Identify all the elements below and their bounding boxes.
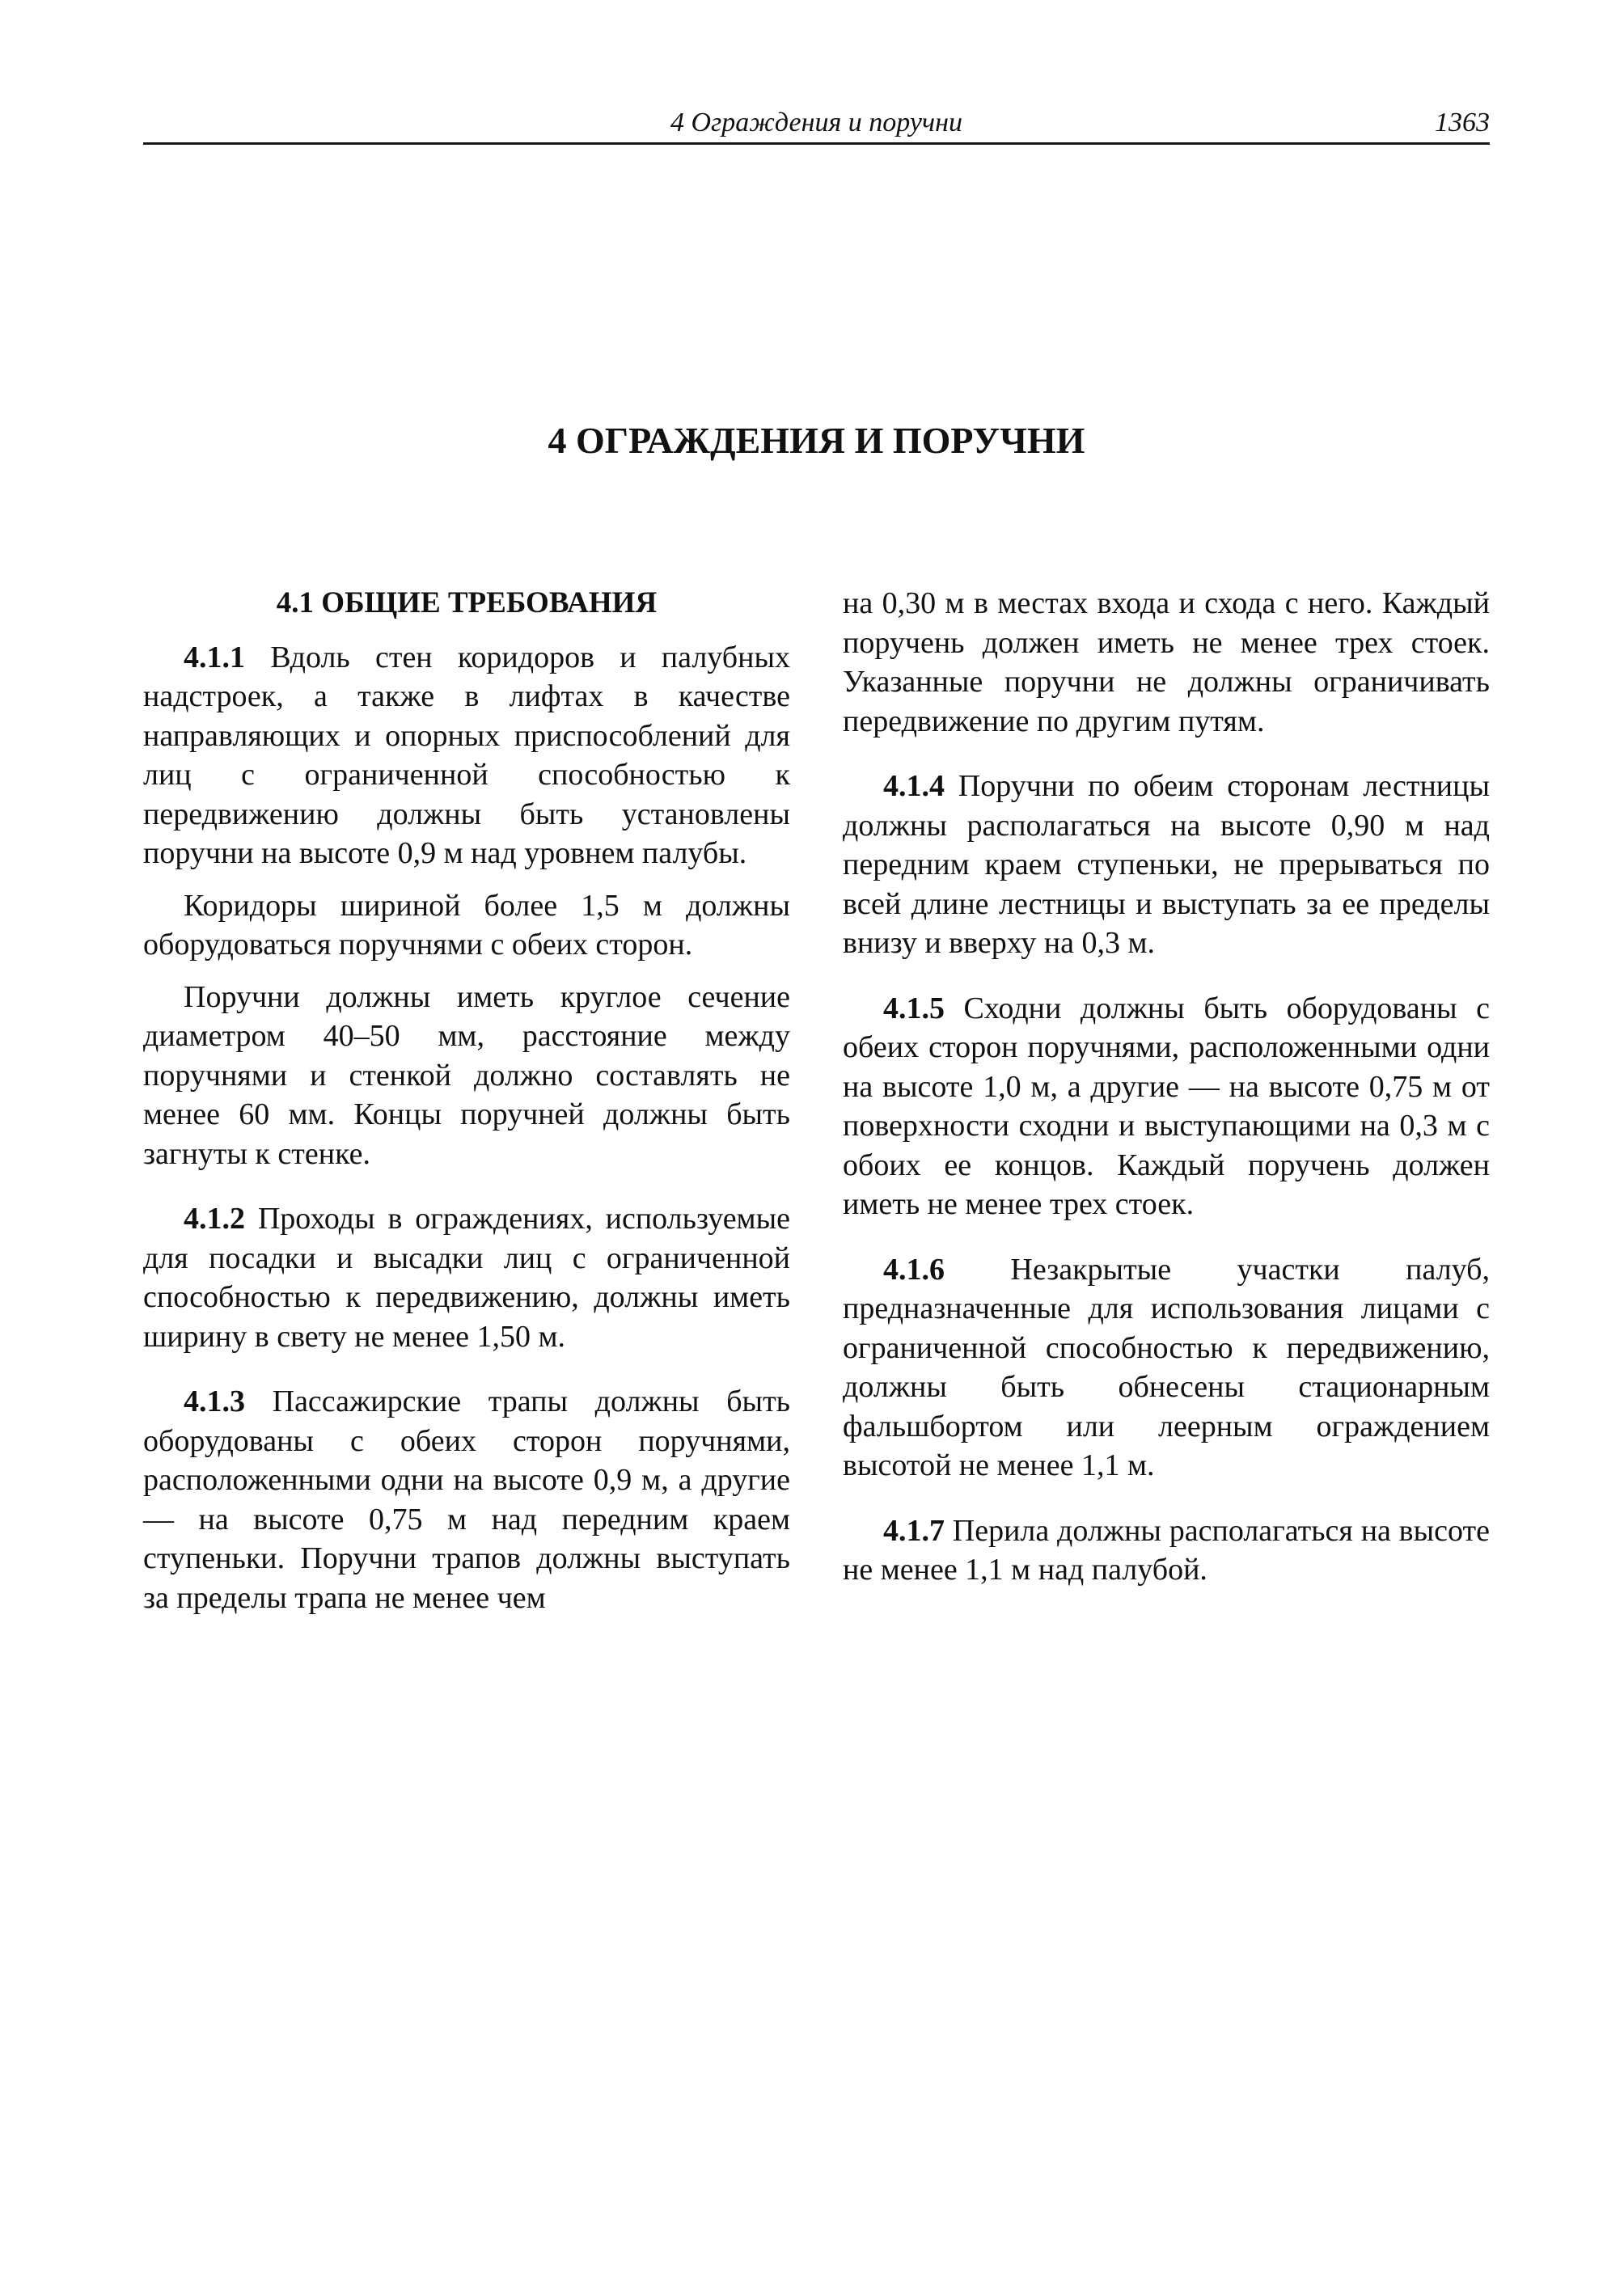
- paragraph-text: Сходни должны быть оборудованы с обеих сторон поручнями, расположенными одни на высоте 1,0 м, а другие — на высоте 0,75 м от поверхности сходни и выступающими на 0,3 м с обоих ее концов. Каждый поручень должен иметь не менее трех стоек.: [843, 991, 1490, 1221]
- running-title: 4 Ограждения и поручни: [670, 108, 963, 137]
- page-number: 1363: [1435, 108, 1490, 137]
- paragraph-handrail-section: [143, 978, 790, 1174]
- paragraph-4-1-5: [843, 989, 1490, 1224]
- paragraph-text: Незакрытые участки палуб, предназначенные для использования лицами с ограниченной способностью к передвижению, должны быть обнесены стационарным фальшбортом или леерным ограждением высотой не менее 1,1 м.: [843, 1252, 1490, 1482]
- paragraph-number: 4.1.2: [184, 1202, 245, 1236]
- chapter-title: 4 ОГРАЖДЕНИЯ И ПОРУЧНИ: [548, 420, 1085, 461]
- paragraph-text: Пассажирские трапы должны быть оборудованы с обеих сторон поручнями, расположенными одни на высоте 0,9 м, а другие — на высоте 0,75 м над передним краем ступеньки. Поручни трапов должны выступать за пределы трапа не менее чем: [143, 1384, 790, 1615]
- paragraph-4-1-7: [843, 1511, 1490, 1590]
- paragraph-number: 4.1.7: [883, 1513, 945, 1548]
- paragraph-text: Поручни должны иметь круглое сечение диаметром 40–50 мм, расстояние между поручнями и стенкой должно составлять не менее 60 мм. Концы поручней должны быть загнуты к стенке.: [143, 979, 790, 1171]
- paragraph-number: 4.1.5: [883, 991, 945, 1025]
- paragraph-text: Перила должны располагаться на высоте не менее 1,1 м над палубой.: [843, 1513, 1490, 1587]
- page-header: [143, 105, 1490, 145]
- paragraph-text: Поручни по обеим сторонам лестницы должны располагаться на высоте 0,90 м над передним краем ступеньки, не прерываться по всей длине лестницы и выступать за ее пределы внизу и вверху на 0,3 м.: [843, 769, 1490, 960]
- paragraph-4-1-3-continued: [843, 584, 1490, 741]
- right-column: [843, 584, 1490, 1590]
- left-column: [143, 584, 790, 1617]
- paragraph-corridors: [143, 886, 790, 965]
- paragraph-number: 4.1.6: [883, 1252, 945, 1287]
- paragraph-4-1-3: [143, 1382, 790, 1617]
- paragraph-text: Коридоры шириной более 1,5 м должны оборудоваться поручнями с обеих сторон.: [143, 888, 790, 962]
- section-title: 4.1 ОБЩИЕ ТРЕБОВАНИЯ: [276, 586, 658, 619]
- paragraph-text: Вдоль стен коридоров и палубных надстроек, а также в лифтах в качестве направляющих и опорных приспособлений для лиц с ограниченной способностью к передвижению должны быть установлены поручни на высоте 0,9 м над уровнем палубы.: [143, 640, 790, 870]
- paragraph-text: Проходы в ограждениях, используемые для посадки и высадки лиц с ограниченной способностью к передвижению, должны иметь ширину в свету не менее 1,50 м.: [143, 1202, 790, 1354]
- paragraph-number: 4.1.1: [184, 640, 245, 674]
- paragraph-4-1-1: [143, 638, 790, 873]
- paragraph-4-1-6: [843, 1250, 1490, 1486]
- paragraph-number: 4.1.3: [184, 1384, 245, 1418]
- paragraph-4-1-4: [843, 767, 1490, 963]
- paragraph-4-1-2: [143, 1199, 790, 1356]
- paragraph-number: 4.1.4: [883, 769, 945, 803]
- paragraph-text: на 0,30 м в местах входа и схода с него. Каждый поручень должен иметь не менее трех стоек. Указанные поручни не должны ограничивать передвижение по другим путям.: [843, 586, 1490, 738]
